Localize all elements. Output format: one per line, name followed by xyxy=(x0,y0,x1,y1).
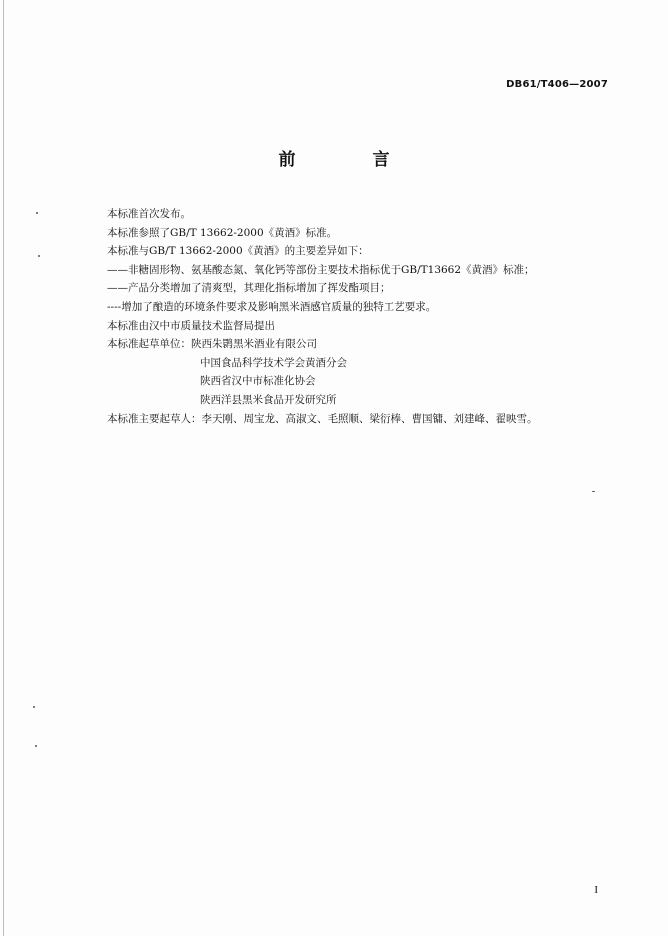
line-difference-1: ——非糖固形物、氨基酸态氮、氧化钙等部份主要技术指标优于GB/T13662《黄酒》标准； xyxy=(107,263,535,276)
line-drafters: 本标准主要起草人：李天刚、周宝龙、高淑文、毛照顺、梁衍棒、曹国镛、刘建峰、翟映雪。 xyxy=(107,412,538,425)
line-drafting-unit: 本标准起草单位：陕西朱鹮黑米酒业有限公司 xyxy=(107,338,317,351)
scan-speck xyxy=(592,491,595,492)
line-difference-2: ——产品分类增加了清爽型，其理化指标增加了挥发酯项目； xyxy=(107,282,391,295)
page-number: I xyxy=(594,884,598,896)
scan-speck xyxy=(36,212,38,214)
scan-speck xyxy=(33,706,35,708)
foreword-body xyxy=(107,205,627,428)
line-proposer: 本标准由汉中市质量技术监督局提出 xyxy=(107,319,275,332)
line-drafting-unit-4: 陕西洋县黑米食品开发研究所 xyxy=(200,393,337,406)
line-drafting-unit-2: 中国食品科学技术学会黄酒分会 xyxy=(200,356,347,369)
line-difference-3: ----增加了酿造的环境条件要求及影响黑米酒感官质量的独特工艺要求。 xyxy=(107,300,437,313)
line-drafting-unit-3: 陕西省汉中市标准化协会 xyxy=(200,375,316,388)
page-edge-line xyxy=(3,0,4,936)
line-reference: 本标准参照了GB/T 13662-2000《黄酒》标准。 xyxy=(107,226,338,239)
scan-speck xyxy=(38,255,40,257)
page-title: 前 言 xyxy=(278,150,420,170)
line-differences-intro: 本标准与GB/T 13662-2000《黄酒》的主要差异如下： xyxy=(107,245,369,258)
scan-speck xyxy=(35,745,37,747)
line-first-release: 本标准首次发布。 xyxy=(107,208,191,220)
standard-code: DB61/T406—2007 xyxy=(506,79,608,90)
